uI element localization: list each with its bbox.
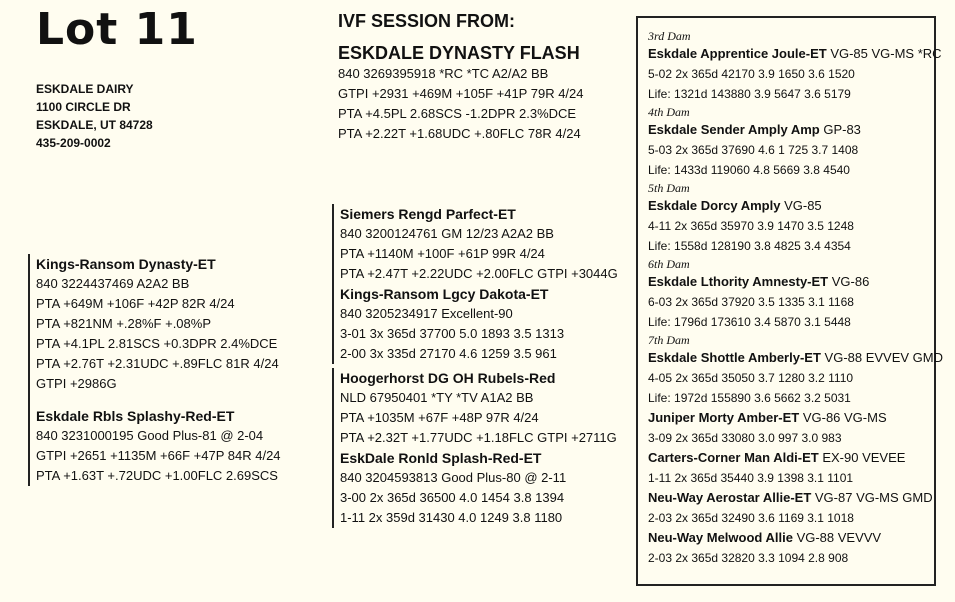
info-line: NLD 67950401 *TY *TV A1A2 BB <box>340 390 534 405</box>
info-line: PTA +2.76T +2.31UDC +.89FLC 81R 4/24 <box>36 356 279 371</box>
dam-label: 5th Dam <box>648 181 690 195</box>
dam-score: EX-90 VEVEE <box>822 450 906 465</box>
dam-entry <box>648 448 934 468</box>
info-line: 2-00 3x 335d 27170 4.6 1259 3.5 961 <box>340 346 557 361</box>
animal-name: EskDale Ronld Splash-Red-ET <box>340 450 542 466</box>
info-line: 840 3205234917 Excellent-90 <box>340 306 513 321</box>
dam-name: Eskdale Shottle Amberly-ET <box>648 350 821 365</box>
dam-label: 4th Dam <box>648 105 690 119</box>
info-line: 840 3204593813 Good Plus-80 @ 2-11 <box>340 470 567 485</box>
dam-score: VG-86 VG-MS <box>802 410 887 425</box>
dam-record: 4-11 2x 365d 35970 3.9 1470 3.5 1248 <box>648 219 854 233</box>
dam-record: Life: 1433d 119060 4.8 5669 3.8 4540 <box>648 163 850 177</box>
dam-name: Eskdale Dorcy Amply <box>648 198 781 213</box>
dam-score: VG-85 <box>784 198 822 213</box>
dam-record: Life: 1321d 143880 3.9 5647 3.6 5179 <box>648 87 851 101</box>
dam-label: 7th Dam <box>648 333 690 347</box>
dam-record: 4-05 2x 365d 35050 3.7 1280 3.2 1110 <box>648 371 854 385</box>
animal-name: Hoogerhorst DG OH Rubels-Red <box>340 370 556 386</box>
info-line: PTA +1035M +67F +48P 97R 4/24 <box>340 410 539 425</box>
lot-title: Lot 11 <box>36 4 198 55</box>
info-line: GTPI +2986G <box>36 376 117 391</box>
dam-record: Life: 1558d 128190 3.8 4825 3.4 4354 <box>648 239 851 253</box>
dam-name: Neu-Way Aerostar Allie-ET <box>648 490 812 505</box>
owner-name: ESKDALE DAIRY <box>36 82 134 96</box>
maternal-block <box>332 368 617 528</box>
dam-entry <box>648 528 934 548</box>
dam-name: Carters-Corner Man Aldi-ET <box>648 450 819 465</box>
owner-street: 1100 CIRCLE DR <box>36 100 131 114</box>
dam-record: 5-02 2x 365d 42170 3.9 1650 3.6 1520 <box>648 67 855 81</box>
dam-name: Eskdale Sender Amply Amp <box>648 122 820 137</box>
paternal-block <box>332 204 618 364</box>
info-line: PTA +2.47T +2.22UDC +2.00FLC GTPI +3044G <box>340 266 618 281</box>
dam-score: VG-88 EVVEV GMD <box>824 350 944 365</box>
dam-record: Life: 1972d 155890 3.6 5662 3.2 5031 <box>648 391 851 405</box>
sire-of-dam-block <box>28 254 281 486</box>
session-line: 840 3269395918 *RC *TC A2/A2 BB <box>338 66 549 81</box>
info-line: PTA +2.32T +1.77UDC +1.18FLC GTPI +2711G <box>340 430 617 445</box>
dam-lineage-box <box>636 16 944 586</box>
dam-record: 3-09 2x 365d 33080 3.0 997 3.0 983 <box>648 431 842 445</box>
animal-name: Kings-Ransom Lgcy Dakota-ET <box>340 286 549 302</box>
session-line: PTA +4.5PL 2.68SCS -1.2DPR 2.3%DCE <box>338 106 577 121</box>
animal-name: Kings-Ransom Dynasty-ET <box>36 256 216 272</box>
info-line: 840 3224437469 A2A2 BB <box>36 276 190 291</box>
dam-entry <box>648 408 934 428</box>
dam-entry <box>648 488 934 508</box>
dam-entry <box>648 120 934 140</box>
info-line: 3-00 2x 365d 36500 4.0 1454 3.8 1394 <box>340 490 565 505</box>
info-line: PTA +1.63T +.72UDC +1.00FLC 2.69SCS <box>36 468 278 483</box>
session-sire: ESKDALE DYNASTY FLASH <box>338 43 580 63</box>
dam-entry <box>648 272 934 292</box>
dam-record: 1-11 2x 365d 35440 3.9 1398 3.1 1101 <box>648 471 854 485</box>
dam-record: 2-03 2x 365d 32490 3.6 1169 3.1 1018 <box>648 511 854 525</box>
dam-entry <box>648 44 942 64</box>
info-line: 3-01 3x 365d 37700 5.0 1893 3.5 1313 <box>340 326 565 341</box>
dam-record: 6-03 2x 365d 37920 3.5 1335 3.1 1168 <box>648 295 854 309</box>
dam-score: GP-83 <box>823 122 861 137</box>
dam-score: VG-86 <box>831 274 870 289</box>
dam-name: Eskdale Apprentice Joule-ET <box>648 46 827 61</box>
info-line: GTPI +2651 +1135M +66F +47P 84R 4/24 <box>36 448 281 463</box>
session-line: GTPI +2931 +469M +105F +41P 79R 4/24 <box>338 86 584 101</box>
dam-name: Neu-Way Melwood Allie <box>648 530 793 545</box>
owner-city: ESKDALE, UT 84728 <box>36 118 153 132</box>
info-line: PTA +4.1PL 2.81SCS +0.3DPR 2.4%DCE <box>36 336 278 351</box>
owner-address <box>36 80 153 152</box>
dam-name: Eskdale Lthority Amnesty-ET <box>648 274 829 289</box>
dam-record: 2-03 2x 365d 32820 3.3 1094 2.8 908 <box>648 551 849 565</box>
dam-score: VG-85 VG-MS *RC <box>830 46 942 61</box>
ivf-session <box>338 10 584 144</box>
info-line: PTA +1140M +100F +61P 99R 4/24 <box>340 246 545 261</box>
session-heading: IVF SESSION FROM: <box>338 11 516 31</box>
info-line: PTA +649M +106F +42P 82R 4/24 <box>36 296 235 311</box>
animal-name: Eskdale Rbls Splashy-Red-ET <box>36 408 235 424</box>
dam-score: VG-88 VEVVV <box>796 530 882 545</box>
dam-record: 5-03 2x 365d 37690 4.6 1 725 3.7 1408 <box>648 143 859 157</box>
dam-score: VG-87 VG-MS GMD <box>814 490 933 505</box>
animal-name: Siemers Rengd Parfect-ET <box>340 206 516 222</box>
owner-phone: 435-209-0002 <box>36 136 111 150</box>
info-line: 840 3200124761 GM 12/23 A2A2 BB <box>340 226 554 241</box>
session-line: PTA +2.22T +1.68UDC +.80FLC 78R 4/24 <box>338 126 581 141</box>
dam-name: Juniper Morty Amber-ET <box>648 410 800 425</box>
dam-entry <box>648 196 934 216</box>
info-line: 840 3231000195 Good Plus-81 @ 2-04 <box>36 428 264 443</box>
dam-label: 3rd Dam <box>648 29 691 43</box>
info-line: 1-11 2x 359d 31430 4.0 1249 3.8 1180 <box>340 510 563 525</box>
dam-label: 6th Dam <box>648 257 690 271</box>
info-line: PTA +821NM +.28%F +.08%P <box>36 316 211 331</box>
dam-record: Life: 1796d 173610 3.4 5870 3.1 5448 <box>648 315 851 329</box>
dam-entry <box>648 348 944 368</box>
